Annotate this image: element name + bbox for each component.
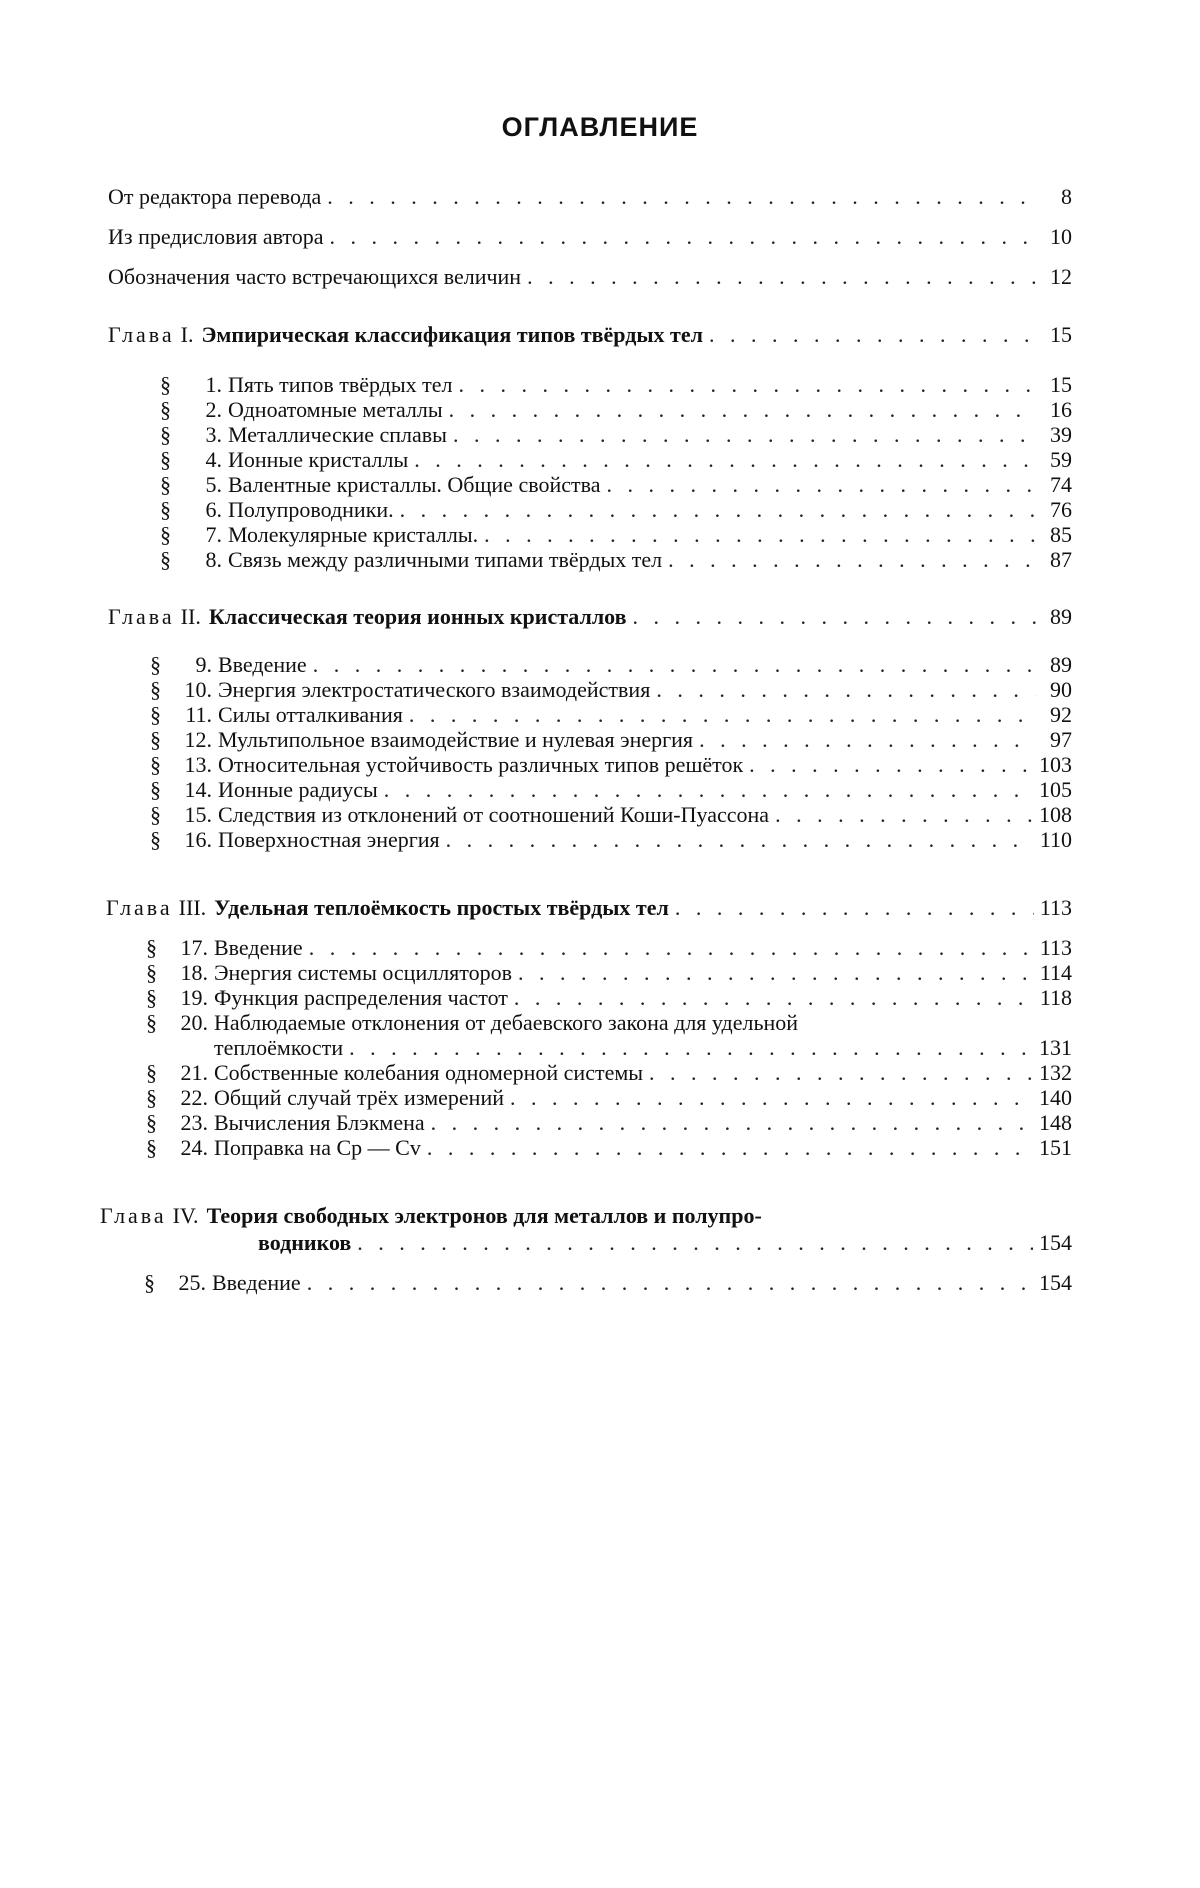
page-number: 74 xyxy=(1050,472,1072,497)
page-number: 8 xyxy=(1061,184,1072,209)
section-title: Металлические сплавы xyxy=(228,422,447,447)
leader-dots xyxy=(427,1135,1033,1161)
page-number: 108 xyxy=(1039,802,1072,827)
chapter-title-continuation: водников xyxy=(258,1230,352,1255)
leader-dots xyxy=(514,985,1034,1011)
leader-dots xyxy=(449,397,1036,423)
section-number: 13. xyxy=(184,752,212,777)
page-number: 39 xyxy=(1050,422,1072,447)
section-title: Одноатомные металлы xyxy=(228,397,443,422)
entry-title: От редактора перевода xyxy=(108,184,322,209)
section-number: 16. xyxy=(184,827,212,852)
leader-dots xyxy=(668,547,1036,573)
section-sign: § xyxy=(160,497,171,522)
section-entry xyxy=(146,1135,1072,1161)
entry-title: Обозначения часто встречающихся величин xyxy=(108,264,522,289)
section-number: 10. xyxy=(184,677,212,702)
leader-dots xyxy=(446,827,1034,853)
chapter-label: Глава xyxy=(106,895,173,920)
leader-dots xyxy=(675,895,1034,921)
section-number: 18. xyxy=(180,960,208,985)
section-sign: § xyxy=(146,985,157,1010)
section-title: Поправка на Cp — Cv xyxy=(214,1135,421,1160)
page-number: 89 xyxy=(1050,652,1072,677)
section-title: Молекулярные кристаллы. xyxy=(228,522,479,547)
page-number: 92 xyxy=(1050,702,1072,727)
section-entry xyxy=(144,1270,1072,1296)
page-number: 110 xyxy=(1039,827,1072,852)
section-entry xyxy=(160,422,1072,448)
section-sign: § xyxy=(146,1135,157,1160)
section-entry xyxy=(160,497,1072,523)
chapter-title: Классическая теория ионных кристаллов xyxy=(208,604,627,629)
section-title: Введение xyxy=(212,1270,301,1295)
chapter-number: IV. xyxy=(172,1203,199,1228)
leader-dots xyxy=(709,322,1036,348)
leader-dots xyxy=(510,1085,1033,1111)
chapter-label: Глава xyxy=(108,604,175,629)
page-number: 85 xyxy=(1050,522,1072,547)
page-number: 105 xyxy=(1039,777,1072,802)
page-number: 97 xyxy=(1050,727,1072,752)
toc-entry xyxy=(108,264,1072,290)
page-number: 89 xyxy=(1050,604,1072,629)
page-number: 154 xyxy=(1039,1230,1072,1255)
section-entry xyxy=(146,1110,1072,1136)
leader-dots xyxy=(749,752,1033,778)
page-number: 10 xyxy=(1050,224,1072,249)
section-sign: § xyxy=(150,802,161,827)
section-sign: § xyxy=(160,372,171,397)
section-entry xyxy=(146,1085,1072,1111)
section-number: 11. xyxy=(185,702,212,727)
page-number: 131 xyxy=(1039,1035,1072,1060)
section-sign: § xyxy=(150,727,161,752)
page-number: 15 xyxy=(1050,322,1072,347)
leader-dots xyxy=(649,1060,1033,1086)
leader-dots xyxy=(518,960,1034,986)
leader-dots xyxy=(527,264,1036,290)
page-number: 87 xyxy=(1050,547,1072,572)
section-sign: § xyxy=(160,547,171,572)
section-number: 8. xyxy=(205,547,222,572)
section-sign: § xyxy=(150,652,161,677)
section-sign: § xyxy=(160,522,171,547)
entry-title: Из предисловия автора xyxy=(108,224,324,249)
section-entry xyxy=(160,522,1072,548)
section-title: Пять типов твёрдых тел xyxy=(228,372,453,397)
chapter-label: Глава xyxy=(108,322,175,347)
section-title-continuation: теплоёмкости xyxy=(214,1035,344,1060)
leader-dots xyxy=(400,497,1036,523)
leader-dots xyxy=(414,447,1036,473)
section-title: Ионные кристаллы xyxy=(228,447,409,472)
chapter-heading xyxy=(108,322,1072,348)
section-entry xyxy=(150,752,1072,778)
page-number: 90 xyxy=(1050,677,1072,702)
page-number: 76 xyxy=(1050,497,1072,522)
section-entry xyxy=(150,802,1072,828)
page-number: 103 xyxy=(1039,752,1072,777)
section-number: 6. xyxy=(205,497,222,522)
page-number: 59 xyxy=(1050,447,1072,472)
section-entry xyxy=(160,397,1072,423)
section-number: 3. xyxy=(205,422,222,447)
page-number: 12 xyxy=(1050,264,1072,289)
section-entry xyxy=(150,702,1072,728)
section-sign: § xyxy=(146,1060,157,1085)
section-number: 23. xyxy=(180,1110,208,1135)
page-number: 113 xyxy=(1039,935,1072,960)
section-number: 17. xyxy=(180,935,208,960)
leader-dots xyxy=(606,472,1036,498)
section-number: 25. xyxy=(178,1270,206,1295)
chapter-label: Глава xyxy=(100,1203,167,1228)
section-title: Связь между различными типами твёрдых тел xyxy=(228,547,663,572)
section-sign: § xyxy=(160,422,171,447)
section-sign: § xyxy=(146,1085,157,1110)
section-title: Введение xyxy=(214,935,303,960)
chapter-heading-continuation xyxy=(258,1230,1072,1256)
leader-dots xyxy=(459,372,1036,398)
section-sign: § xyxy=(150,777,161,802)
leader-dots xyxy=(313,652,1036,678)
chapter-number: III. xyxy=(178,895,207,920)
section-entry xyxy=(150,727,1072,753)
section-entry xyxy=(160,472,1072,498)
section-sign: § xyxy=(146,1010,157,1035)
toc-entry xyxy=(108,184,1072,210)
section-title: Поверхностная энергия xyxy=(218,827,440,852)
section-number: 1. xyxy=(205,372,222,397)
leader-dots xyxy=(327,184,1036,210)
section-sign: § xyxy=(150,752,161,777)
page-number: 118 xyxy=(1039,985,1072,1010)
section-sign: § xyxy=(150,827,161,852)
section-sign: § xyxy=(144,1270,155,1295)
section-sign: § xyxy=(146,935,157,960)
section-title: Функция распределения частот xyxy=(214,985,508,1010)
section-title: Полупроводники. xyxy=(228,497,394,522)
leader-dots xyxy=(384,777,1033,803)
section-entry xyxy=(160,447,1072,473)
section-title: Следствия из отклонений от соотношений Коши-Пуассона xyxy=(218,802,770,827)
section-title: Силы отталкивания xyxy=(218,702,403,727)
page-number: 114 xyxy=(1039,960,1072,985)
section-sign: § xyxy=(150,702,161,727)
page-number: 140 xyxy=(1039,1085,1072,1110)
section-sign: § xyxy=(160,472,171,497)
chapter-number: II. xyxy=(180,604,201,629)
page-number: 154 xyxy=(1039,1270,1072,1295)
page-number: 113 xyxy=(1039,895,1072,920)
section-number: 14. xyxy=(184,777,212,802)
section-entry xyxy=(150,827,1072,853)
leader-dots xyxy=(409,702,1036,728)
leader-dots xyxy=(484,522,1036,548)
page-title: ОГЛАВЛЕНИЕ xyxy=(501,112,699,142)
page-number: 16 xyxy=(1050,397,1072,422)
section-number: 22. xyxy=(180,1085,208,1110)
section-number: 7. xyxy=(205,522,222,547)
toc-entry xyxy=(108,224,1072,250)
leader-dots xyxy=(349,1035,1033,1061)
section-entry xyxy=(146,935,1072,961)
leader-dots xyxy=(330,224,1036,250)
section-sign: § xyxy=(146,960,157,985)
chapter-title: Теория свободных электронов для металлов и полупро- xyxy=(206,1203,762,1228)
section-entry xyxy=(150,677,1072,703)
section-title: Энергия системы осцилляторов xyxy=(214,960,513,985)
section-entry xyxy=(160,547,1072,573)
section-title: Введение xyxy=(218,652,307,677)
leader-dots xyxy=(699,727,1036,753)
section-sign: § xyxy=(146,1110,157,1135)
section-number: 5. xyxy=(205,472,222,497)
section-entry xyxy=(160,372,1072,398)
section-entry xyxy=(150,777,1072,803)
section-entry xyxy=(146,1060,1072,1086)
section-number: 19. xyxy=(180,985,208,1010)
section-number: 21. xyxy=(180,1060,208,1085)
chapter-title: Удельная теплоёмкость простых твёрдых тел xyxy=(214,895,669,920)
section-title: Общий случай трёх измерений xyxy=(214,1085,504,1110)
chapter-title: Эмпирическая классификация типов твёрдых тел xyxy=(201,322,703,347)
section-number: 9. xyxy=(195,652,212,677)
leader-dots xyxy=(633,604,1036,630)
section-title: Наблюдаемые отклонения от дебаевского закона для удельной xyxy=(214,1010,799,1035)
section-entry xyxy=(146,960,1072,986)
chapter-heading xyxy=(108,604,1072,630)
section-title: Ионные радиусы xyxy=(218,777,378,802)
section-title: Валентные кристаллы. Общие свойства xyxy=(228,472,601,497)
section-entry xyxy=(146,1010,1072,1036)
section-title: Вычисления Блэкмена xyxy=(214,1110,425,1135)
leader-dots xyxy=(453,422,1036,448)
section-title: Собственные колебания одномерной системы xyxy=(214,1060,644,1085)
section-title: Относительная устойчивость различных типов решёток xyxy=(218,752,744,777)
chapter-heading xyxy=(100,1203,1072,1229)
section-entry xyxy=(150,652,1072,678)
section-number: 24. xyxy=(180,1135,208,1160)
chapter-number: I. xyxy=(180,322,194,347)
section-title: Энергия электростатического взаимодействия xyxy=(218,677,651,702)
page-number: 15 xyxy=(1050,372,1072,397)
leader-dots xyxy=(307,1270,1033,1296)
section-entry-continuation xyxy=(214,1035,1072,1061)
leader-dots xyxy=(431,1110,1033,1136)
section-entry xyxy=(146,985,1072,1011)
section-title: Мультипольное взаимодействие и нулевая энергия xyxy=(218,727,694,752)
leader-dots xyxy=(656,677,1036,703)
section-sign: § xyxy=(150,677,161,702)
page-number: 132 xyxy=(1039,1060,1072,1085)
chapter-heading xyxy=(106,895,1072,921)
section-number: 20. xyxy=(180,1010,208,1035)
section-number: 4. xyxy=(205,447,222,472)
section-number: 12. xyxy=(184,727,212,752)
section-sign: § xyxy=(160,447,171,472)
page-number: 148 xyxy=(1039,1110,1072,1135)
leader-dots xyxy=(775,802,1033,828)
leader-dots xyxy=(357,1230,1033,1256)
section-number: 15. xyxy=(184,802,212,827)
leader-dots xyxy=(309,935,1034,961)
section-number: 2. xyxy=(205,397,222,422)
page-number: 151 xyxy=(1039,1135,1072,1160)
section-sign: § xyxy=(160,397,171,422)
